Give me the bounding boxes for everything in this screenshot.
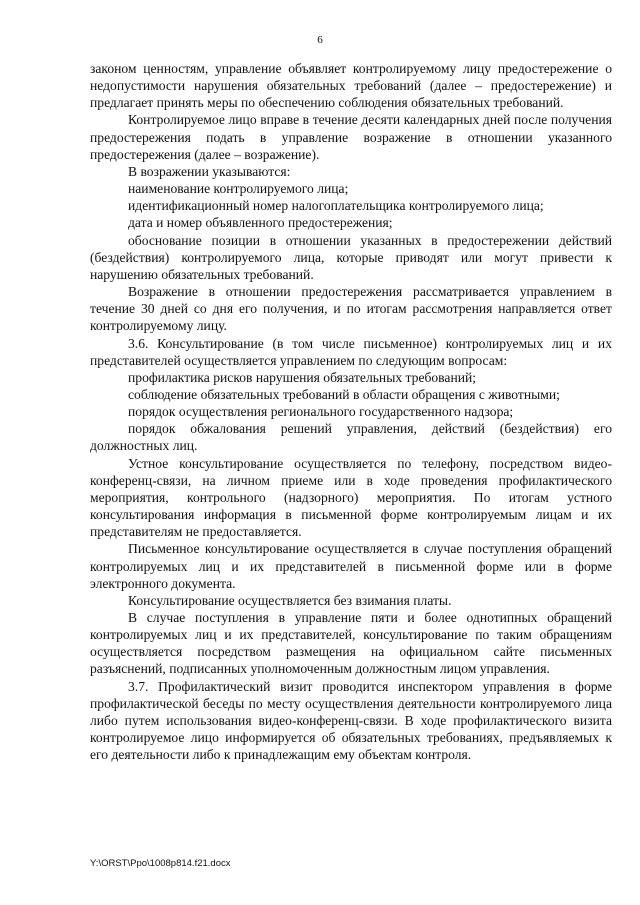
list-item: порядок осуществления регионального государственного надзора; [128,404,514,420]
paragraph-continuation: законом ценностям, управление объявляет контролируемому лицу предостережение о недопустимости нарушения обязательных требований (далее – предостережение) и предлагает принять меры по обеспечению соблюдения обязательных требований. [90,61,612,111]
list-item: соблюдение обязательных требований в области обращения с животными; [128,386,560,402]
section-3-7: 3.7. Профилактический визит проводится инспектором управления в форме профилактической беседы по месту осуществления деятельности контролируемого лица либо путем использования видео-конференц-связи. В ходе профилактического визита контролируемое лицо информируется об обязательных требованиях, предъявляемых к его деятельности либо к принадлежащим ему объектам контроля. [90,678,612,763]
list-item: профилактика рисков нарушения обязательных требований; [128,369,477,385]
document-body [90,60,612,763]
paragraph-objection-contents: В возражении указываются: [128,163,291,179]
section-3-6: 3.6. Консультирование (в том числе письменное) контролируемых лиц и их представителей осуществляется управлением по следующим вопросам: [90,335,612,368]
footer-file-path: Y:\ORST\Ppo\1008p814.f21.docx [90,858,231,869]
list-item: идентификационный номер налогоплательщика контролируемого лица; [128,198,544,214]
list-item: обоснование позиции в отношении указанных в предостережении действий (бездействия) контролируемого лица, которые приводят или могут привести к нарушению обязательных требований. [90,232,612,282]
paragraph-objection-review: Возражение в отношении предостережения рассматривается управлением в течение 30 дней со дня его получения, и по итогам рассмотрения направляется ответ контролируемому лицу. [90,284,612,334]
paragraph-free-consult: Консультирование осуществляется без взимания платы. [128,592,452,608]
paragraph-objection-right: Контролируемое лицо вправе в течение десяти календарных дней после получения предостережения подать в управление возражение в отношении указанного предостережения (далее – возражение). [90,112,612,162]
page-number: 6 [317,34,323,46]
list-item: дата и номер объявленного предостережения; [128,215,393,231]
paragraph-multiple-requests: В случае поступления в управление пяти и более однотипных обращений контролируемых лиц и их представителей, консультирование по таким обращениям осуществляется посредством размещения на официальном сайте письменных разъяснений, подписанных уполномоченным должностным лицом управления. [90,610,612,677]
paragraph-written-consult: Письменное консультирование осуществляется в случае поступления обращений контролируемых лиц и их представителей в письменной форме или в форме электронного документа. [90,541,612,591]
paragraph-oral-consult: Устное консультирование осуществляется по телефону, посредством видео-конференц-связи, на личном приеме или в ходе проведения профилактического мероприятия, контрольного (надзорного) мероприятия. По итогам устного консультирования информация в письменной форме контролируемым лицам и их представителям не предоставляется. [90,455,612,540]
list-item: порядок обжалования решений управления, действий (бездействия) его должностных лиц. [90,421,612,454]
list-item: наименование контролируемого лица; [128,181,349,197]
